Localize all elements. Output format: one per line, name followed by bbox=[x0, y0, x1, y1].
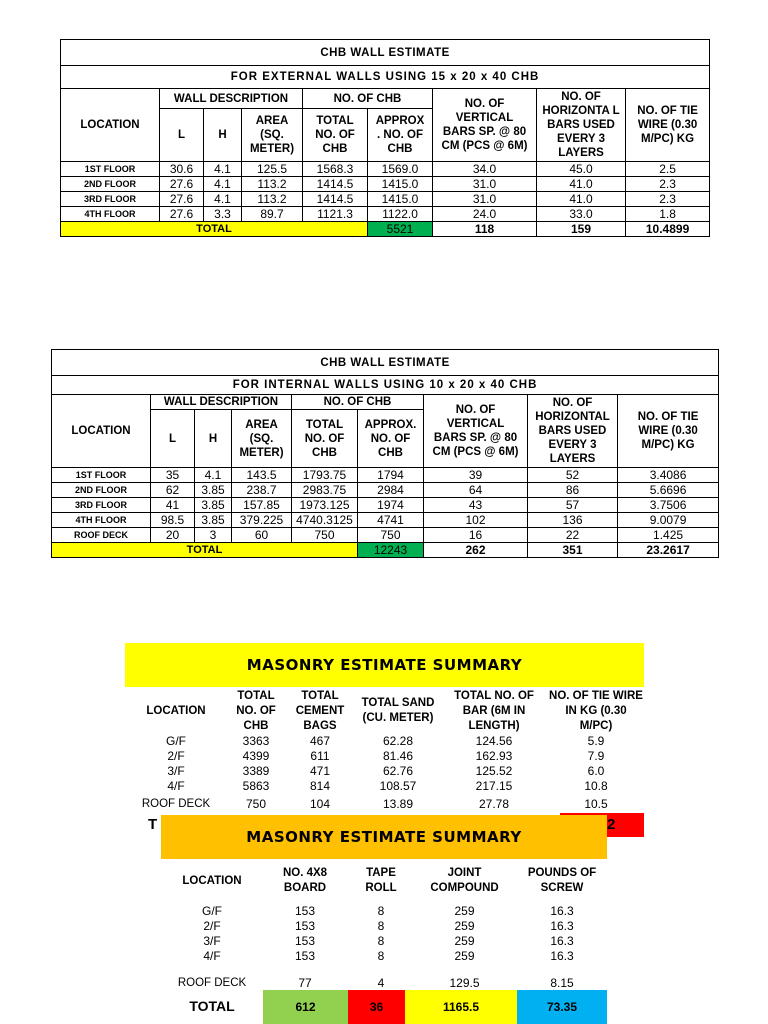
table-row bbox=[61, 207, 710, 222]
row-tie-wire: 3.4086 bbox=[618, 468, 719, 483]
external-table-subtitle: FOR EXTERNAL WALLS USING 15 x 20 x 40 CHB bbox=[61, 66, 710, 89]
row-location: 3/F bbox=[203, 934, 221, 948]
row-length: 27.6 bbox=[160, 192, 204, 207]
row-horizontal-bars: 41.0 bbox=[537, 177, 626, 192]
table-row bbox=[164, 976, 607, 991]
masonry-total-partial-label: T bbox=[148, 816, 158, 833]
row-total-chb: 1414.5 bbox=[303, 177, 368, 192]
row-location: 4/F bbox=[203, 949, 221, 963]
row-horizontal-bars: 41.0 bbox=[537, 192, 626, 207]
row-location: 2ND FLOOR bbox=[61, 177, 160, 192]
table-row bbox=[52, 498, 719, 513]
row-cement-bags: 471 bbox=[309, 764, 331, 778]
header-total-chb: TOTAL NO. OF CHB bbox=[236, 689, 276, 732]
row-height: 4.1 bbox=[204, 177, 242, 192]
row-location: 1ST FLOOR bbox=[61, 162, 160, 177]
row-length: 20 bbox=[151, 528, 195, 543]
row-location: 4TH FLOOR bbox=[52, 513, 151, 528]
row-board: 153 bbox=[294, 919, 316, 933]
row-area: 113.2 bbox=[242, 192, 303, 207]
row-tie-wire: 5.6696 bbox=[618, 483, 719, 498]
row-area: 89.7 bbox=[242, 207, 303, 222]
header-bars: TOTAL NO. OF BAR (6M IN LENGTH) bbox=[454, 689, 534, 732]
header-height: H bbox=[195, 410, 232, 468]
total-chb: 5521 bbox=[368, 222, 433, 237]
row-sand: 62.28 bbox=[382, 734, 414, 748]
row-total-chb: 5863 bbox=[242, 779, 270, 793]
header-approx-chb: APPROX . NO. OF CHB bbox=[368, 109, 433, 162]
row-screw: 16.3 bbox=[550, 934, 574, 948]
table-row bbox=[52, 483, 719, 498]
total-horizontal-bars: 351 bbox=[528, 543, 618, 558]
row-height: 4.1 bbox=[195, 468, 232, 483]
table-row bbox=[61, 177, 710, 192]
row-horizontal-bars: 22 bbox=[528, 528, 618, 543]
header-wall-description: WALL DESCRIPTION bbox=[151, 395, 292, 410]
internal-table-title: CHB WALL ESTIMATE bbox=[52, 350, 719, 376]
row-vertical-bars: 16 bbox=[424, 528, 528, 543]
header-sand: TOTAL SAND (CU. METER) bbox=[361, 697, 435, 724]
table-row bbox=[128, 734, 648, 749]
row-total-chb: 750 bbox=[292, 528, 358, 543]
row-horizontal-bars: 52 bbox=[528, 468, 618, 483]
row-height: 3.85 bbox=[195, 498, 232, 513]
masonry-summary-title: MASONRY ESTIMATE SUMMARY bbox=[246, 656, 523, 674]
row-length: 35 bbox=[151, 468, 195, 483]
external-walls-table bbox=[60, 39, 710, 237]
row-tape-roll: 8 bbox=[377, 919, 385, 933]
row-vertical-bars: 31.0 bbox=[433, 177, 537, 192]
header-location: LOCATION bbox=[52, 395, 151, 468]
drywall-total-tape: 36 bbox=[348, 990, 405, 1024]
row-approx-chb: 1794 bbox=[358, 468, 424, 483]
row-length: 30.6 bbox=[160, 162, 204, 177]
row-tape-roll: 4 bbox=[377, 976, 385, 990]
total-vertical-bars: 118 bbox=[433, 222, 537, 237]
row-vertical-bars: 43 bbox=[424, 498, 528, 513]
row-approx-chb: 1415.0 bbox=[368, 177, 433, 192]
row-length: 41 bbox=[151, 498, 195, 513]
row-approx-chb: 2984 bbox=[358, 483, 424, 498]
row-vertical-bars: 34.0 bbox=[433, 162, 537, 177]
row-board: 153 bbox=[294, 934, 316, 948]
table-row bbox=[128, 764, 648, 779]
row-tape-roll: 8 bbox=[377, 904, 385, 918]
drywall-total-label: TOTAL bbox=[189, 998, 235, 1014]
header-tie-wire: NO. OF TIE WIRE (0.30 M/PC) KG bbox=[626, 89, 710, 162]
row-area: 125.5 bbox=[242, 162, 303, 177]
table-row bbox=[52, 528, 719, 543]
internal-table-subtitle: FOR INTERNAL WALLS USING 10 x 20 x 40 CHB bbox=[52, 376, 719, 395]
table-row bbox=[164, 949, 607, 964]
header-vertical-bars: NO. OF VERTICAL BARS SP. @ 80 CM (PCS @ 6M) bbox=[424, 395, 528, 468]
row-location: 4TH FLOOR bbox=[61, 207, 160, 222]
drywall-summary-table bbox=[164, 864, 607, 991]
total-chb: 12243 bbox=[358, 543, 424, 558]
masonry-summary-table bbox=[128, 688, 648, 814]
row-location: ROOF DECK bbox=[52, 528, 151, 543]
row-tie-wire: 6.0 bbox=[587, 764, 605, 778]
row-height: 4.1 bbox=[204, 162, 242, 177]
row-height: 3.85 bbox=[195, 483, 232, 498]
internal-walls-table bbox=[51, 349, 719, 558]
row-area: 143.5 bbox=[232, 468, 292, 483]
row-joint-compound: 259 bbox=[454, 934, 475, 948]
row-location: ROOF DECK bbox=[177, 977, 247, 989]
drywall-total-board: 612 bbox=[263, 990, 348, 1024]
row-approx-chb: 750 bbox=[358, 528, 424, 543]
row-cement-bags: 611 bbox=[310, 749, 330, 763]
row-cement-bags: 814 bbox=[309, 779, 331, 793]
row-bars: 217.15 bbox=[475, 779, 513, 793]
header-area: AREA (SQ. METER) bbox=[232, 410, 292, 468]
table-row bbox=[164, 934, 607, 949]
row-area: 157.85 bbox=[232, 498, 292, 513]
header-tape-roll: TAPE ROLL bbox=[365, 867, 397, 894]
header-location: LOCATION bbox=[146, 704, 206, 717]
header-tie-wire: NO. OF TIE WIRE IN KG (0.30 M/PC) bbox=[549, 689, 643, 732]
table-row bbox=[128, 794, 648, 814]
row-horizontal-bars: 86 bbox=[528, 483, 618, 498]
row-board: 153 bbox=[294, 949, 316, 963]
row-location: 1ST FLOOR bbox=[52, 468, 151, 483]
row-tie-wire: 10.5 bbox=[584, 796, 608, 811]
row-location: ROOF DECK bbox=[141, 797, 211, 810]
external-table-title: CHB WALL ESTIMATE bbox=[61, 40, 710, 66]
total-horizontal-bars: 159 bbox=[537, 222, 626, 237]
row-bars: 125.52 bbox=[475, 764, 513, 778]
row-horizontal-bars: 45.0 bbox=[537, 162, 626, 177]
row-board: 77 bbox=[298, 976, 312, 990]
header-vertical-bars: NO. OF VERTICAL BARS SP. @ 80 CM (PCS @ 6M) bbox=[433, 89, 537, 162]
row-sand: 13.89 bbox=[382, 796, 414, 811]
total-tie-wire: 10.4899 bbox=[626, 222, 710, 237]
row-area: 238.7 bbox=[232, 483, 292, 498]
row-tie-wire: 1.425 bbox=[618, 528, 719, 543]
row-approx-chb: 1122.0 bbox=[368, 207, 433, 222]
table-row bbox=[61, 192, 710, 207]
row-height: 3 bbox=[195, 528, 232, 543]
header-joint-compound: JOINT COMPOUND bbox=[430, 867, 499, 894]
row-joint-compound: 259 bbox=[454, 919, 475, 933]
row-total-chb: 1414.5 bbox=[303, 192, 368, 207]
row-area: 379.225 bbox=[232, 513, 292, 528]
row-sand: 81.46 bbox=[382, 749, 414, 763]
row-total-chb: 1973.125 bbox=[292, 498, 358, 513]
row-screw: 16.3 bbox=[550, 919, 574, 933]
row-screw: 8.15 bbox=[550, 976, 574, 990]
row-tape-roll: 8 bbox=[377, 934, 385, 948]
row-length: 27.6 bbox=[160, 207, 204, 222]
total-tie-wire: 23.2617 bbox=[618, 543, 719, 558]
header-location: LOCATION bbox=[61, 89, 160, 162]
row-total-chb: 4740.3125 bbox=[292, 513, 358, 528]
row-horizontal-bars: 33.0 bbox=[537, 207, 626, 222]
header-tie-wire: NO. OF TIE WIRE (0.30 M/PC) KG bbox=[618, 395, 719, 468]
row-location: 3/F bbox=[167, 764, 185, 778]
table-row bbox=[52, 513, 719, 528]
row-height: 3.3 bbox=[204, 207, 242, 222]
table-row bbox=[61, 162, 710, 177]
header-total-chb: TOTAL NO. OF CHB bbox=[303, 109, 368, 162]
row-approx-chb: 4741 bbox=[358, 513, 424, 528]
row-location: 3RD FLOOR bbox=[52, 498, 151, 513]
row-vertical-bars: 64 bbox=[424, 483, 528, 498]
row-sand: 108.57 bbox=[379, 779, 417, 793]
row-vertical-bars: 31.0 bbox=[433, 192, 537, 207]
row-tie-wire: 9.0079 bbox=[618, 513, 719, 528]
row-length: 27.6 bbox=[160, 177, 204, 192]
masonry-total-partial-value: 2 bbox=[607, 816, 616, 833]
row-total-chb: 3389 bbox=[242, 764, 270, 778]
drywall-total-screw: 73.35 bbox=[517, 990, 607, 1024]
header-no-of-chb: NO. OF CHB bbox=[303, 89, 433, 109]
row-total-chb: 750 bbox=[245, 796, 267, 811]
table-row bbox=[164, 904, 607, 919]
drywall-total-compound: 1165.5 bbox=[405, 990, 517, 1024]
row-location: 2/F bbox=[203, 919, 221, 933]
row-height: 3.85 bbox=[195, 513, 232, 528]
header-horizontal-bars: NO. OF HORIZONTAL BARS USED EVERY 3 LAYERS bbox=[528, 395, 618, 468]
row-length: 98.5 bbox=[151, 513, 195, 528]
row-joint-compound: 129.5 bbox=[449, 976, 480, 990]
row-bars: 162.93 bbox=[475, 749, 513, 763]
row-approx-chb: 1569.0 bbox=[368, 162, 433, 177]
masonry-summary-banner bbox=[125, 643, 644, 687]
row-board: 153 bbox=[294, 904, 316, 918]
row-vertical-bars: 102 bbox=[424, 513, 528, 528]
row-horizontal-bars: 136 bbox=[528, 513, 618, 528]
total-vertical-bars: 262 bbox=[424, 543, 528, 558]
table-row bbox=[164, 919, 607, 934]
header-height: H bbox=[204, 109, 242, 162]
row-sand: 62.76 bbox=[382, 764, 414, 778]
header-length: L bbox=[160, 109, 204, 162]
header-horizontal-bars: NO. OF HORIZONTA L BARS USED EVERY 3 LAYERS bbox=[537, 89, 626, 162]
row-approx-chb: 1974 bbox=[358, 498, 424, 513]
row-approx-chb: 1415.0 bbox=[368, 192, 433, 207]
row-cement-bags: 104 bbox=[309, 796, 331, 811]
row-length: 62 bbox=[151, 483, 195, 498]
total-row bbox=[61, 222, 710, 237]
row-tie-wire: 2.3 bbox=[626, 177, 710, 192]
header-location: LOCATION bbox=[182, 874, 242, 887]
row-joint-compound: 259 bbox=[454, 949, 475, 963]
row-location: 2/F bbox=[167, 749, 185, 763]
row-total-chb: 1121.3 bbox=[303, 207, 368, 222]
header-total-chb: TOTAL NO. OF CHB bbox=[292, 410, 358, 468]
spacer bbox=[164, 964, 607, 976]
row-tie-wire: 2.5 bbox=[626, 162, 710, 177]
row-total-chb: 1793.75 bbox=[292, 468, 358, 483]
row-area: 113.2 bbox=[242, 177, 303, 192]
row-height: 4.1 bbox=[204, 192, 242, 207]
row-total-chb: 2983.75 bbox=[292, 483, 358, 498]
row-tie-wire: 7.9 bbox=[587, 749, 605, 763]
header-no-of-chb: NO. OF CHB bbox=[292, 395, 424, 410]
row-vertical-bars: 24.0 bbox=[433, 207, 537, 222]
drywall-summary-title: MASONRY ESTIMATE SUMMARY bbox=[246, 828, 522, 846]
header-area: AREA (SQ. METER) bbox=[242, 109, 303, 162]
table-row bbox=[128, 749, 648, 764]
total-label: TOTAL bbox=[52, 543, 358, 558]
row-tie-wire: 10.8 bbox=[584, 779, 608, 793]
drywall-summary-banner bbox=[161, 815, 607, 859]
row-location: 4/F bbox=[167, 779, 185, 793]
row-joint-compound: 259 bbox=[454, 904, 475, 918]
row-location: G/F bbox=[166, 734, 186, 748]
row-bars: 124.56 bbox=[475, 734, 513, 748]
header-board: NO. 4X8 BOARD bbox=[282, 867, 328, 894]
header-approx-chb: APPROX. NO. OF CHB bbox=[358, 410, 424, 468]
row-screw: 16.3 bbox=[550, 904, 574, 918]
row-tie-wire: 2.3 bbox=[626, 192, 710, 207]
row-bars: 27.78 bbox=[478, 796, 510, 811]
row-location: 3RD FLOOR bbox=[61, 192, 160, 207]
total-row bbox=[52, 543, 719, 558]
row-tie-wire: 5.9 bbox=[587, 734, 605, 748]
row-location: 2ND FLOOR bbox=[52, 483, 151, 498]
header-length: L bbox=[151, 410, 195, 468]
header-wall-description: WALL DESCRIPTION bbox=[160, 89, 303, 109]
row-screw: 16.3 bbox=[550, 949, 574, 963]
row-tape-roll: 8 bbox=[377, 949, 385, 963]
total-label: TOTAL bbox=[61, 222, 368, 237]
row-location: G/F bbox=[202, 904, 222, 918]
row-tie-wire: 3.7506 bbox=[618, 498, 719, 513]
row-tie-wire: 1.8 bbox=[626, 207, 710, 222]
row-cement-bags: 467 bbox=[309, 734, 331, 748]
row-horizontal-bars: 57 bbox=[528, 498, 618, 513]
header-screw: POUNDS OF SCREW bbox=[527, 867, 597, 894]
table-row bbox=[52, 468, 719, 483]
row-total-chb: 1568.3 bbox=[303, 162, 368, 177]
row-area: 60 bbox=[232, 528, 292, 543]
row-total-chb: 3363 bbox=[242, 734, 270, 748]
row-total-chb: 4399 bbox=[242, 749, 270, 763]
header-cement-bags: TOTAL CEMENT BAGS bbox=[295, 689, 345, 732]
table-row bbox=[128, 779, 648, 794]
row-vertical-bars: 39 bbox=[424, 468, 528, 483]
